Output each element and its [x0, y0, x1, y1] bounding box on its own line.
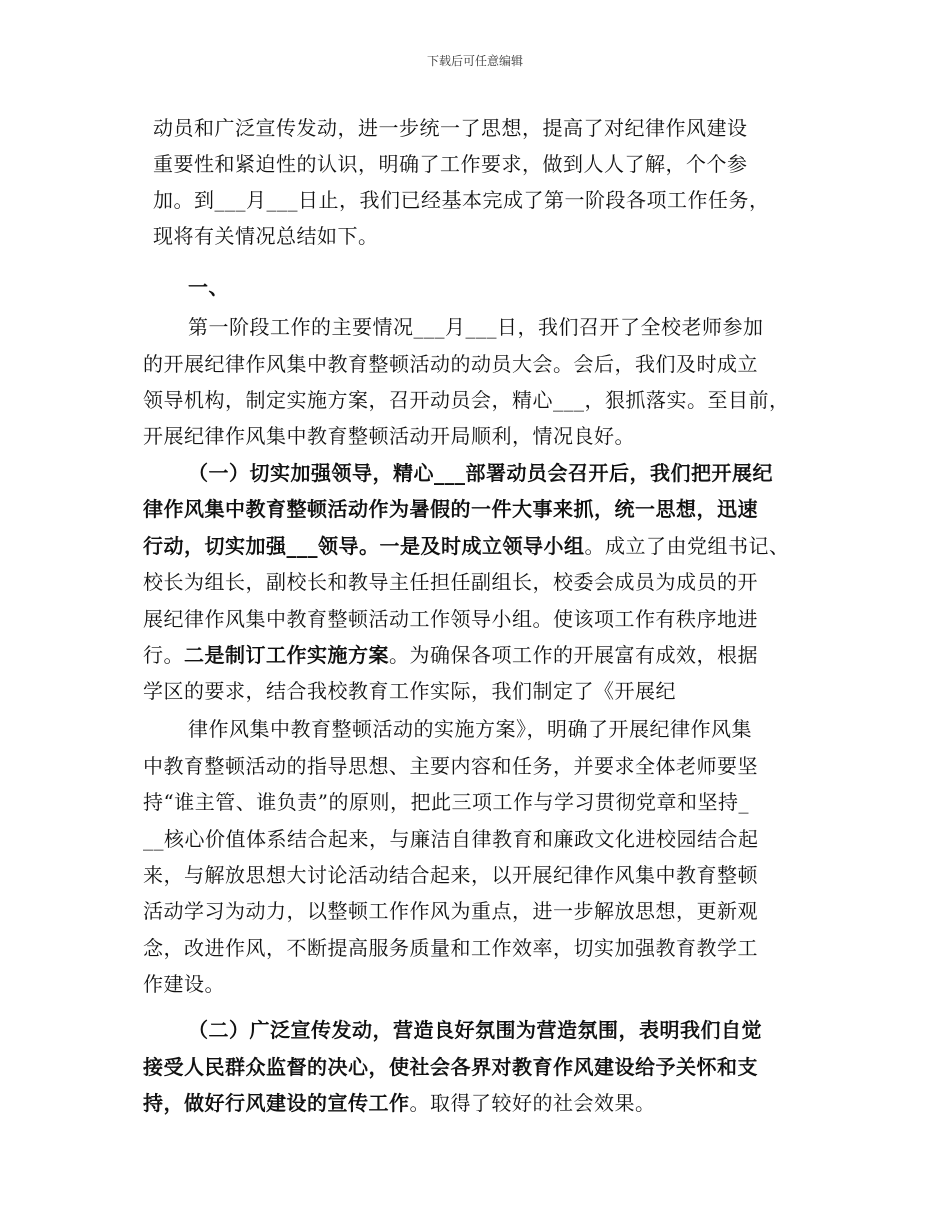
intro-line-2: 重要性和紧迫性的认识，明确了工作要求，做到人人了解，个个参	[153, 152, 748, 176]
part-one-line-6-rest: 。为确保各项工作的开展富有成效，根据	[389, 643, 758, 667]
part-one-line-4: 校长为组长，副校长和教导主任担任副组长，校委会成员为成员的开	[143, 570, 758, 594]
part-one-line-3	[143, 532, 790, 560]
section-one-line-3: 领导机构，制定实施方案，召开动员会，精心___，狠抓落实。至目前，	[143, 388, 790, 412]
part-two-line-1: （二）广泛宣传发动，营造良好氛围为营造氛围，表明我们自觉	[188, 1018, 762, 1042]
section-one-line-2: 的开展纪律作风集中教育整顿活动的动员大会。会后，我们及时成立	[143, 352, 758, 376]
plan-line-7: 念，改进作风，不断提高服务质量和工作效率，切实加强教育教学工	[143, 936, 758, 960]
part-one-line-7: 学区的要求，结合我校教育工作实际，我们制定了《开展纪	[143, 679, 676, 703]
plan-line-8: 作建设。	[143, 972, 225, 996]
intro-line-3: 加。到___月___日止，我们已经基本完成了第一阶段各项工作任务，	[153, 188, 770, 212]
part-one-line-3-rest: 。成立了由党组书记、	[584, 534, 790, 558]
part-one-line-1: （一）切实加强领导，精心___部署动员会召开后，我们把开展纪	[188, 461, 773, 485]
part-two-line-3	[143, 1089, 656, 1117]
part-one-line-6-pre: 行。	[143, 643, 184, 667]
section-heading-one: 一、	[188, 275, 229, 299]
intro-line-4: 现将有关情况总结如下。	[153, 224, 379, 248]
part-one-line-5: 展纪律作风集中教育整顿活动工作领导小组。使该项工作有秩序地进	[143, 607, 758, 631]
plan-line-6: 活动学习为动力，以整顿工作作风为重点，进一步解放思想，更新观	[143, 899, 758, 923]
plan-line-2: 中教育整顿活动的指导思想、主要内容和任务，并要求全体老师要坚	[143, 754, 758, 778]
intro-line-1: 动员和广泛宣传发动，进一步统一了思想，提高了对纪律作风建设	[153, 116, 748, 140]
part-one-line-3-bold: 行动，切实加强___领导。一是及时成立领导小组	[143, 534, 585, 558]
part-one-line-6-bold: 二是制订工作实施方案	[184, 643, 389, 667]
section-one-line-1: 第一阶段工作的主要情况___月___日，我们召开了全校老师参加	[188, 315, 764, 339]
part-one-line-2: 律作风集中教育整顿活动作为暑假的一件大事来抓，统一思想，迅速	[143, 497, 758, 521]
plan-line-3: 持“谁主管、谁负责”的原则，把此三项工作与学习贯彻党章和坚持_	[143, 790, 749, 814]
plan-line-1: 律作风集中教育整顿活动的实施方案》，明确了开展纪律作风集	[188, 717, 752, 741]
part-two-line-2: 接受人民群众监督的决心，使社会各界对教育作风建设给予关怀和支	[143, 1055, 758, 1079]
section-one-line-4: 开展纪律作风集中教育整顿活动开局顺利，情况良好。	[143, 424, 635, 448]
part-one-line-6	[143, 641, 758, 669]
part-two-line-3-rest: 。取得了较好的社会效果。	[409, 1091, 656, 1115]
plan-line-4: __核心价值体系结合起来，与廉洁自律教育和廉政文化进校园结合起	[143, 827, 759, 851]
part-two-line-3-bold: 持，做好行风建设的宣传工作	[143, 1091, 410, 1115]
plan-line-5: 来，与解放思想大讨论活动结合起来，以开展纪律作风集中教育整顿	[143, 863, 758, 887]
page-header: 下载后可任意编辑	[426, 54, 523, 68]
